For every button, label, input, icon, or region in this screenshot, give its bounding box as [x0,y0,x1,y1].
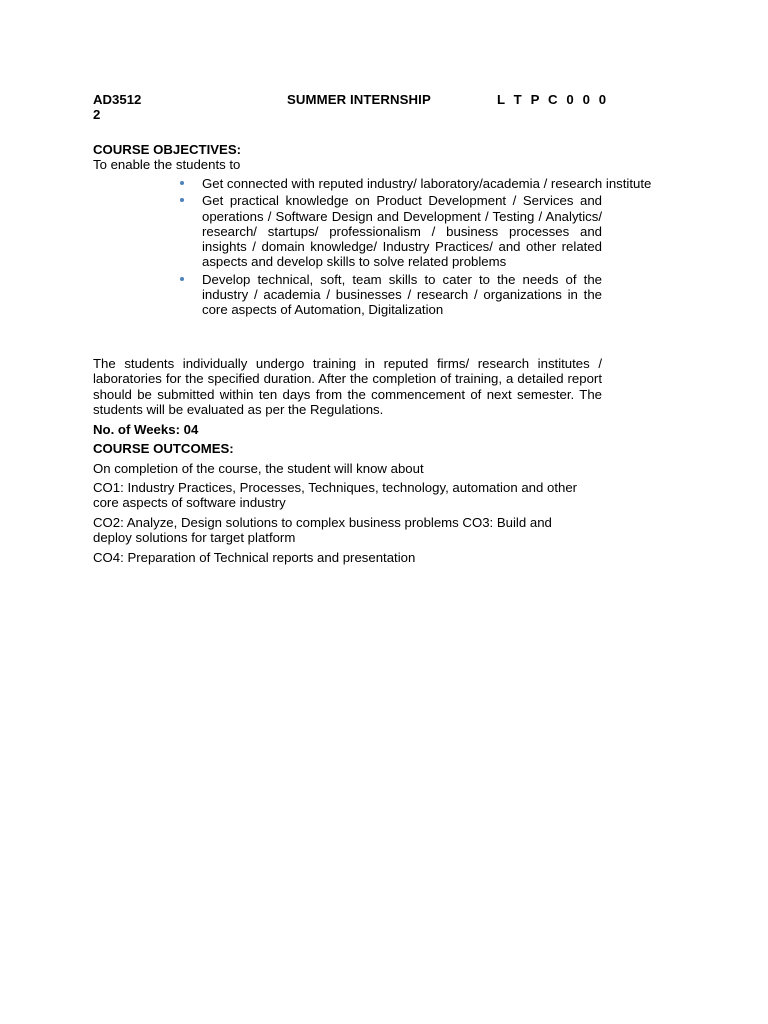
outcomes-intro: On completion of the course, the student will know about [93,461,424,476]
objectives-intro: To enable the students to [93,157,241,172]
bullet-icon [180,181,184,185]
course-title: SUMMER INTERNSHIP [287,92,431,107]
training-paragraph: The students individually undergo training in reputed firms/ research institutes / laboratories for the specified duration. After the completion of training, a detailed report should be submitted within ten days from the commencement of next semester. The students will be evaluated as per the Regulations. [93,356,602,417]
number-of-weeks: No. of Weeks: 04 [93,422,199,437]
bullet-icon [180,277,184,281]
course-outcome-co4: CO4: Preparation of Technical reports and presentation [93,550,416,565]
objective-item [180,176,674,191]
ltpc-credits: L T P C 0 0 0 [497,92,609,107]
objective-text: Get practical knowledge on Product Development / Services and operations / Software Design and Development / Testing / Analytics/ research/ startups/ professionalism / business processes and insights / domain knowledge/ Industry Practices/ and other related aspects and develop skills to solve related problems [202,193,602,270]
objective-item [180,272,602,318]
objective-text: Develop technical, soft, team skills to cater to the needs of the industry / academia / businesses / research / organizations in the core aspects of Automation, Digitalization [202,271,602,318]
objectives-list [180,176,674,320]
objective-text: Get connected with reputed industry/ laboratory/academia / research institute [202,176,652,191]
objectives-heading: COURSE OBJECTIVES: [93,142,242,157]
credit-digit: 2 [93,107,101,122]
course-code: AD3512 [93,92,142,107]
bullet-icon [180,198,184,202]
course-outcome-co1: CO1: Industry Practices, Processes, Techniques, technology, automation and other core aspects of software industry [93,480,578,511]
outcomes-heading: COURSE OUTCOMES: [93,441,234,456]
objective-item [180,193,602,269]
course-outcome-co2-co3: CO2: Analyze, Design solutions to complex business problems CO3: Build and deploy solutions for target platform [93,515,552,546]
